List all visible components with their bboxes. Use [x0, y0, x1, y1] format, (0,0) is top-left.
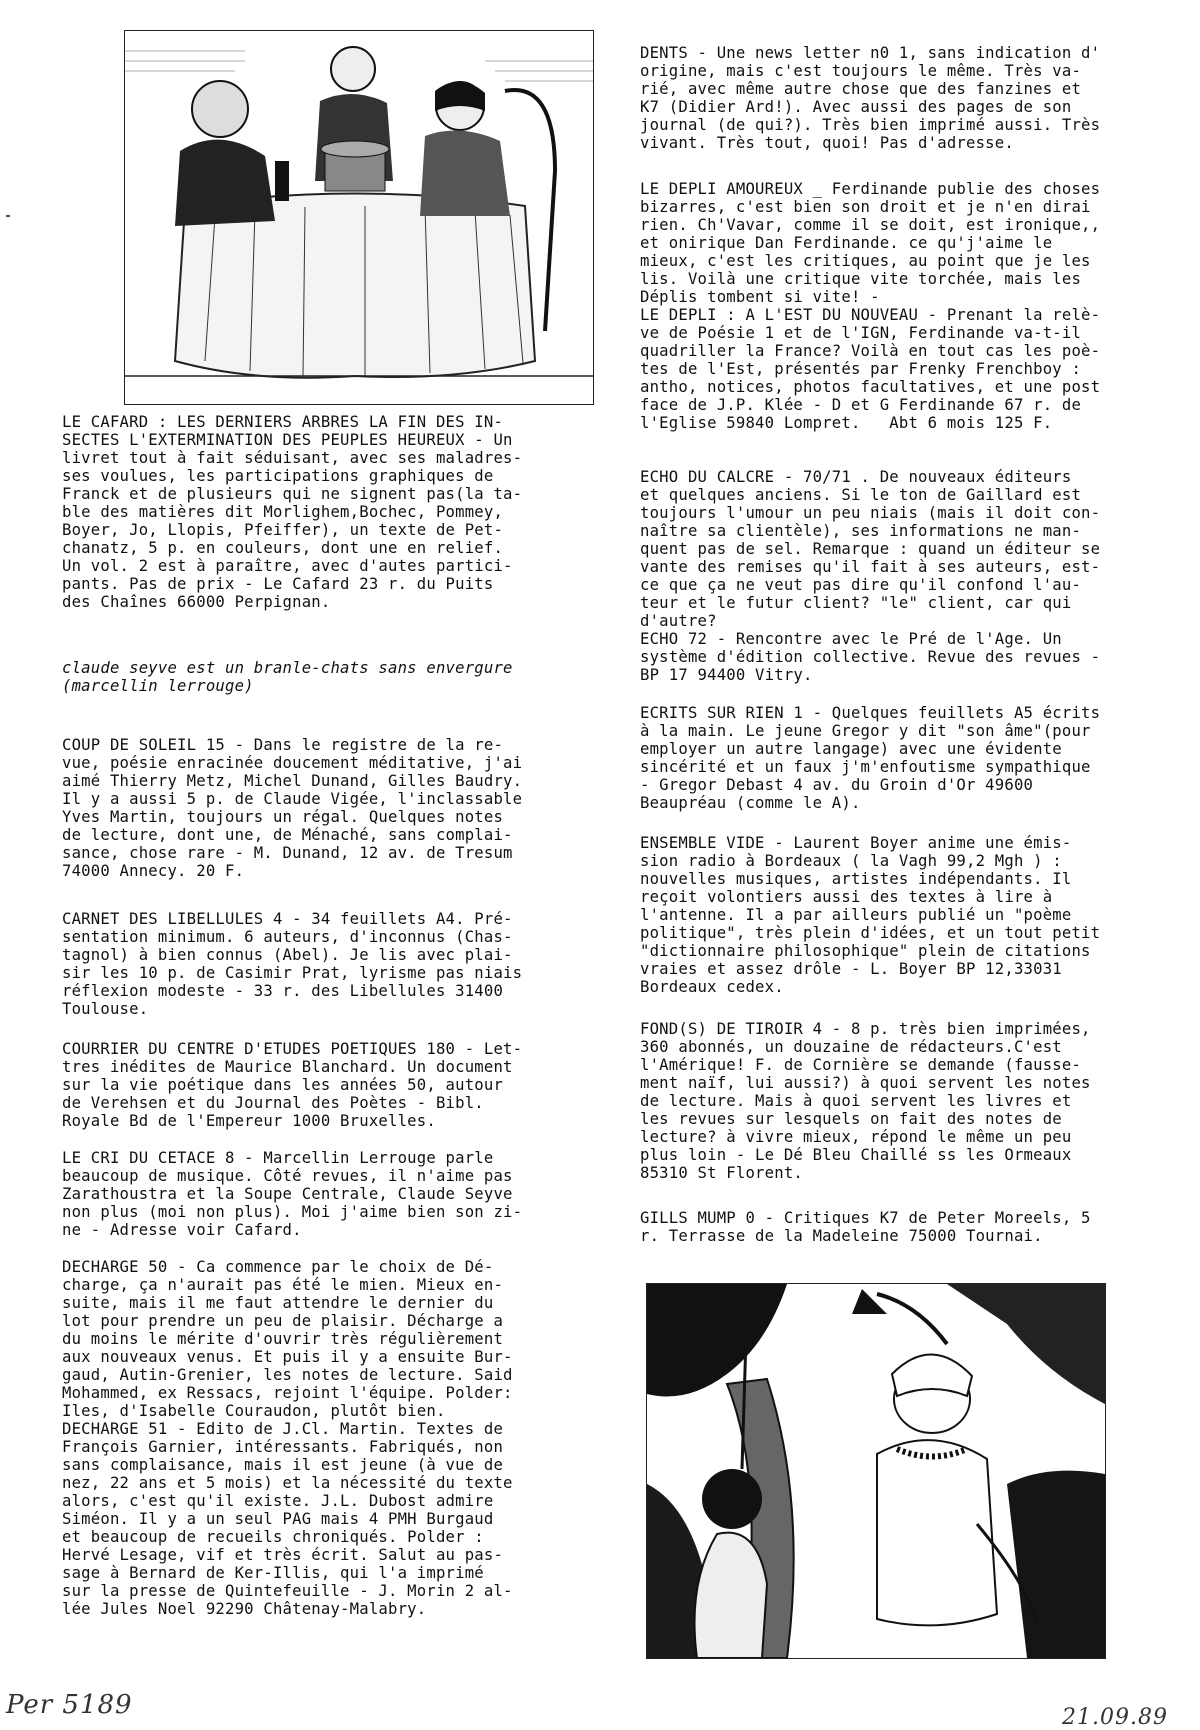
call-number: Per 5189: [6, 1690, 133, 1720]
review-carnet-des-libellules: CARNET DES LIBELLULES 4 - 34 feuillets A4. Pré- sentation minimum. 6 auteurs, d'inconnus (Chas- tagnol) à bien connus (Abel). Je lis avec plai- sir les 10 p. de Casimir Prat, lyrisme pas niais réflexion modeste - 33 r. des Libellules 31400 Toulouse.: [62, 910, 523, 1018]
review-le-cri-du-cetace: LE CRI DU CETACE 8 - Marcellin Lerrouge parle beaucoup de musique. Côté revues, il n'aime pas Zarathoustra et la Soupe Centrale, Claude Seyve non plus (moi non plus). Moi j'aime bien son zi- ne - Adresse voir Cafard.: [62, 1149, 523, 1239]
quote-lerrouge: claude seyve est un branle-chats sans envergure (marcellin lerrouge): [62, 659, 513, 695]
review-le-cafard: LE CAFARD : LES DERNIERS ARBRES LA FIN DES IN- SECTES L'EXTERMINATION DES PEUPLES HEUREUX - Un livret tout à fait séduisant, avec ses maladres- ses voulues, les participations graphiques de Franck et de plusieurs qui ne signent pas(la ta- ble des matières dit Morlighem,Bochec, Pommey, Boyer, Jo, Llopis, Pfeiffer), un texte de Pet- chanatz, 5 p. en couleurs, dont une en relief. Un vol. 2 est à paraître, avec d'autes partici- pants. Pas de prix - Le Cafard 23 r. du Puits des Chaînes 66000 Perpignan.: [62, 413, 523, 611]
review-dents: DENTS - Une news letter n0 1, sans indication d' origine, mais c'est toujours le même. Très va- rié, avec même autre chose que des fanzines et K7 (Didier Ard!). Avec aussi des pages de son journal (de qui?). Très bien imprimé aussi. Très vivant. Très tout, quoi! Pas d'adresse.: [640, 44, 1101, 152]
comic-illustration: [646, 1283, 1106, 1659]
review-ecrits-sur-rien: ECRITS SUR RIEN 1 - Quelques feuillets A5 écrits à la main. Le jeune Gregor y dit "son âme"(pour employer un autre langage) avec une évidente sincérité et un faux j'm'enfoutisme sympathique - Gregor Debast 4 av. du Groin d'Or 49600 Beaupréau (comme le A).: [640, 704, 1101, 812]
review-gills-mump: GILLS MUMP 0 - Critiques K7 de Peter Moreels, 5 r. Terrasse de la Madeleine 75000 Tournai.: [640, 1209, 1091, 1245]
margin-mark: [6, 215, 10, 217]
review-ensemble-vide: ENSEMBLE VIDE - Laurent Boyer anime une émis- sion radio à Bordeaux ( la Vagh 99,2 Mgh ) : nouvelles musiques, artistes indépendants. Il reçoit volontiers aussi des textes à lire à l'antenne. Il a par ailleurs publié un "poème politique", très plein d'idées, et un tout petit "dictionnaire philosophique" plein de citations vraies et assez drôle - L. Boyer BP 12,33031 Bordeaux cedex.: [640, 834, 1101, 996]
review-courrier-du-centre: COURRIER DU CENTRE D'ETUDES POETIQUES 180 - Let- tres inédites de Maurice Blanchard. Un document sur la vie poétique dans les années 50, autour de Verehsen et du Journal des Poètes - Bibl. Royale Bd de l'Empereur 1000 Bruxelles.: [62, 1040, 523, 1130]
review-echo-du-calcre: ECHO DU CALCRE - 70/71 . De nouveaux éditeurs et quelques anciens. Si le ton de Gaillard est toujours l'umour un peu niais (mais il doit con- naître sa clientèle), ses informations ne man- quent pas de sel. Remarque : quand un éditeur se vante des remises qu'il fait à ses auteurs, est- ce que ça ne veut pas dire qu'il confond l'au- teur et le futur client? "le" client, car qui d'autre? ECHO 72 - Rencontre avec le Pré de l'Age. Un système d'édition collective. Revue des revues - BP 17 94400 Vitry.: [640, 468, 1101, 684]
tea-table-engraving-icon: [125, 31, 593, 404]
review-decharge: DECHARGE 50 - Ca commence par le choix de Dé- charge, ça n'aurait pas été le mien. Mieux en- suite, mais il me faut attendre le dernier du lot pour prendre un peu de plaisir. Décharge a du moins le mérite d'ouvrir très régulièrement aux nouveaux venus. Et puis il y a ensuite Bur- gaud, Autin-Grenier, les notes de lecture. Said Mohammed, ex Ressacs, rejoint l'équipe. Polder: Iles, d'Isabelle Couraudon, plutôt bien. DECHARGE 51 - Edito de J.Cl. Martin. Textes de François Garnier, intéressants. Fabriqués, non sans complaisance, mais il est jeune (à vue de nez, 22 ans et 5 mois) et la nécessité du texte alors, c'est qu'il existe. J.L. Dubost admire Siméon. Il y a un seul PAG mais 4 PMH Burgaud et beaucoup de recueils chroniqués. Polder : Hervé Lesage, vif et très écrit. Salut au pas- sage à Bernard de Ker-Illis, qui l'a imprimé sur la presse de Quintefeuille - J. Morin 2 al- lée Jules Noel 92290 Châtenay-Malabry.: [62, 1258, 513, 1618]
handwritten-date: 21.09.89: [1062, 1705, 1168, 1730]
review-le-depli: LE DEPLI AMOUREUX _ Ferdinande publie des choses bizarres, c'est bien son droit et je n'en dirai rien. Ch'Vavar, comme il se doit, est ironique,, et onirique Dan Ferdinande. ce qu'j'aime le mieux, c'est les critiques, au point que je les lis. Voilà une critique vite torchée, mais les Déplis tombent si vite! - LE DEPLI : A L'EST DU NOUVEAU - Prenant la relè- ve de Poésie 1 et de l'IGN, Ferdinande va-t-il quadriller la France? Voilà en tout cas les poè- tes de l'Est, présentés par Frenky Frenchboy : antho, notices, photos facultatives, et une post face de J.P. Klée - D et G Ferdinande 67 r. de l'Eglise 59840 Lompret. Abt 6 mois 125 F.: [640, 180, 1101, 432]
review-fonds-de-tiroir: FOND(S) DE TIROIR 4 - 8 p. très bien imprimées, 360 abonnés, un douzaine de rédacteurs.C'est l'Amérique! F. de Cornière se demande (fausse- ment naïf, lui aussi?) à quoi servent les notes de lecture. Mais à quoi servent les livres et les revues sur lesquels on fait des notes de lecture? à vivre mieux, répond le même un peu plus loin - Le Dé Bleu Chaillé ss les Ormeaux 85310 St Florent.: [640, 1020, 1091, 1182]
engraving-illustration: [124, 30, 594, 405]
comic-scene-icon: [647, 1284, 1105, 1658]
review-coup-de-soleil: COUP DE SOLEIL 15 - Dans le registre de la re- vue, poésie enracinée doucement méditative, j'ai aimé Thierry Metz, Michel Dunand, Gilles Baudry. Il y a aussi 5 p. de Claude Vigée, l'inclassable Yves Martin, toujours un régal. Quelques notes de lecture, dont une, de Ménaché, sans complai- sance, chose rare - M. Dunand, 12 av. de Tresum 74000 Annecy. 20 F.: [62, 736, 523, 880]
